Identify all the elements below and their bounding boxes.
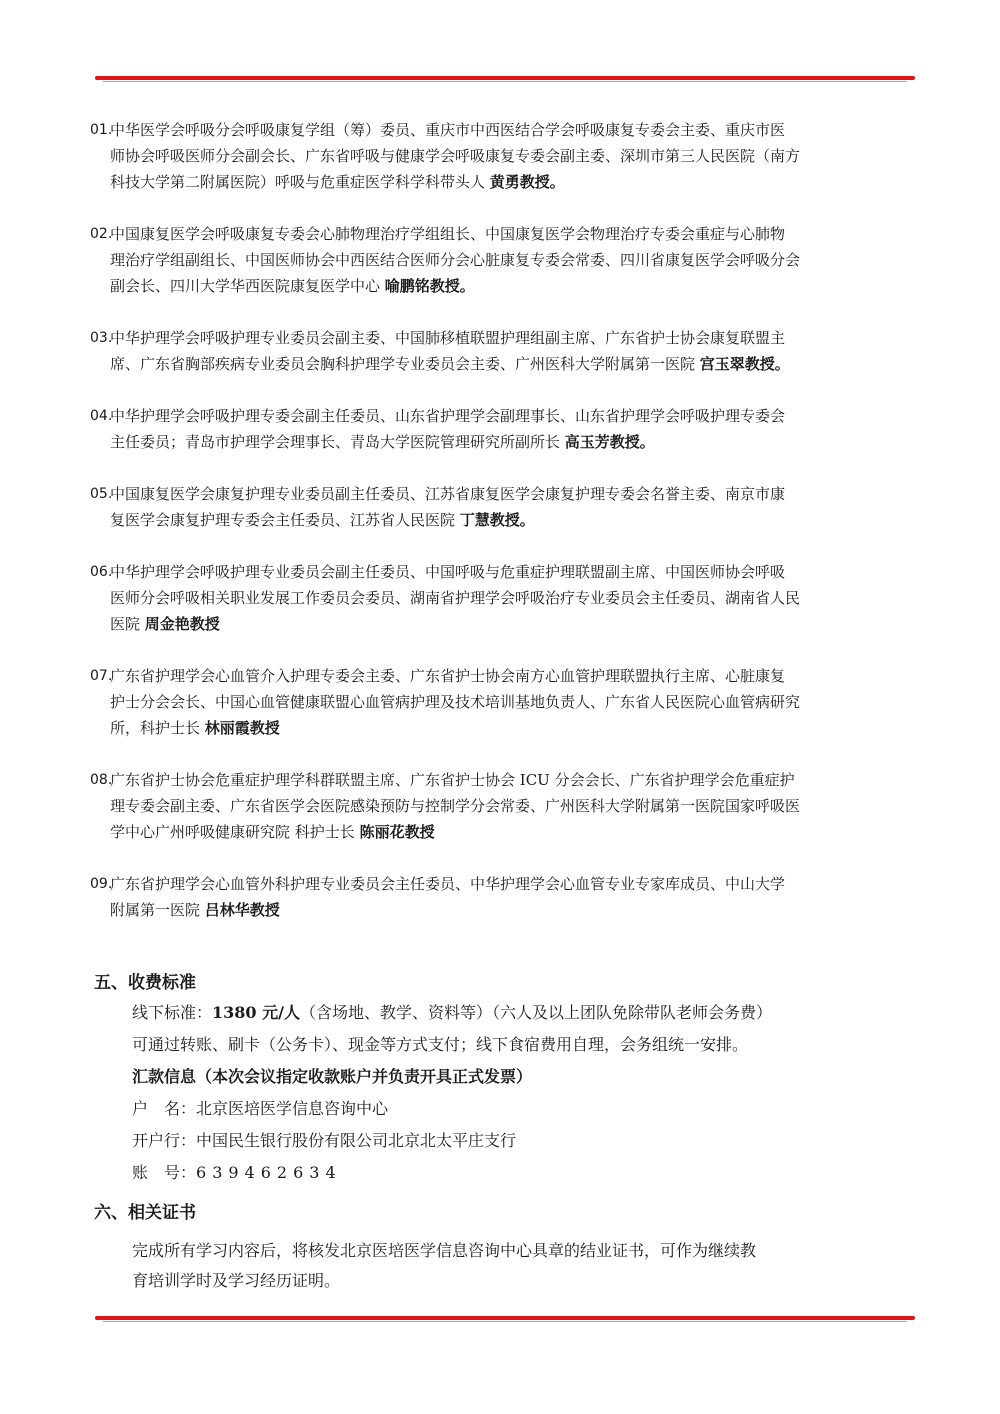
account-number-label: 账 号： — [132, 1163, 197, 1182]
expert-number: 02. — [90, 226, 113, 242]
certificate-line: 完成所有学习内容后，将核发北京医培医学信息咨询中心具章的结业证书，可作为继续教 — [132, 1241, 757, 1260]
remittance-title: 汇款信息（本次会议指定收款账户并负责开具正式发票） — [132, 1067, 533, 1086]
expert-item — [90, 663, 922, 741]
expert-desc-line: 席、广东省胸部疾病专业委员会胸科护理学专业委员会主委、广州医科大学附属第一医院 — [110, 355, 696, 373]
expert-item — [90, 871, 922, 923]
account-name-line — [132, 1098, 388, 1120]
account-name-label: 户 名： — [132, 1099, 197, 1118]
expert-desc-line: 中国康复医学会康复护理专业委员副主任委员、江苏省康复医学会康复护理专委会名誉主委、南京市康 — [110, 485, 786, 503]
expert-item — [90, 767, 922, 845]
certificate-text — [132, 1236, 922, 1296]
expert-name: 丁慧教授。 — [459, 511, 535, 529]
expert-number: 04. — [90, 408, 113, 424]
expert-desc-line: 中华护理学会呼吸护理专业委员会副主委、中国肺移植联盟护理组副主席、广东省护士协会康复联盟主 — [110, 329, 786, 347]
expert-name: 林丽霞教授 — [204, 719, 280, 737]
fee-price: 1380 元/人 — [212, 1003, 300, 1022]
expert-desc-line: 广东省护理学会心血管外科护理专业委员会主任委员、中华护理学会心血管专业专家库成员、中山大学 — [110, 875, 786, 893]
expert-number: 06. — [90, 564, 113, 580]
expert-number: 05. — [90, 486, 113, 502]
expert-desc-line: 护士分会会长、中国心血管健康联盟心血管病护理及技术培训基地负责人、广东省人民医院心血管病研究 — [110, 693, 801, 711]
expert-desc-line: 广东省护士协会危重症护理学科群联盟主席、广东省护士协会 ICU 分会会长、广东省护理学会危重症护 — [110, 771, 795, 789]
expert-desc-line: 副会长、四川大学华西医院康复医学中心 — [110, 277, 381, 295]
expert-desc-line: 中华医学会呼吸分会呼吸康复学组（筹）委员、重庆市中西医结合学会呼吸康复专委会主委、重庆市医 — [110, 121, 786, 139]
expert-item — [90, 481, 922, 533]
expert-desc-line: 理治疗学组副组长、中国医师协会中西医结合医师分会心脏康复专委会常委、四川省康复医学会呼吸分会 — [110, 251, 801, 269]
expert-desc-line: 学中心广州呼吸健康研究院 科护士长 — [110, 823, 355, 841]
bank-value: 中国民生银行股份有限公司北京北太平庄支行 — [196, 1131, 517, 1150]
expert-name: 喻鹏铭教授。 — [384, 277, 475, 295]
fee-standard-label: 线下标准： — [132, 1003, 213, 1022]
expert-desc-line: 中华护理学会呼吸护理专业委员会副主任委员、中国呼吸与危重症护理联盟副主席、中国医师协会呼吸 — [110, 563, 786, 581]
expert-number: 01. — [90, 122, 113, 138]
fee-standard-line — [132, 1002, 772, 1024]
expert-desc-line: 师协会呼吸医师分会副会长、广东省呼吸与健康学会呼吸康复专委会副主委、深圳市第三人民医院（南方 — [110, 147, 801, 165]
expert-desc-line: 附属第一医院 — [110, 901, 201, 919]
expert-desc-line: 中华护理学会呼吸护理专委会副主任委员、山东省护理学会副理事长、山东省护理学会呼吸护理专委会 — [110, 407, 786, 425]
fee-section-title: 五、收费标准 — [94, 973, 196, 993]
expert-item — [90, 221, 922, 299]
expert-name: 吕林华教授 — [204, 901, 280, 919]
expert-name: 周金艳教授 — [144, 615, 220, 633]
certificate-section-title: 六、相关证书 — [94, 1203, 196, 1223]
expert-desc-line: 科技大学第二附属医院）呼吸与危重症医学科学科带头人 — [110, 173, 486, 191]
expert-item — [90, 325, 922, 377]
expert-name: 宫玉翠教授。 — [699, 355, 790, 373]
account-number-line — [132, 1162, 342, 1184]
bank-line — [132, 1130, 516, 1152]
expert-number: 07. — [90, 668, 113, 684]
expert-desc-line: 主任委员；青岛市护理学会理事长、青岛大学医院管理研究所副所长 — [110, 433, 561, 451]
expert-item — [90, 559, 922, 637]
expert-number: 09. — [90, 876, 113, 892]
footer-rule — [95, 1316, 915, 1320]
expert-name: 陈丽花教授 — [359, 823, 435, 841]
expert-number: 03. — [90, 330, 113, 346]
payment-methods-line: 可通过转账、刷卡（公务卡）、现金等方式支付；线下食宿费用自理，会务组统一安排。 — [132, 1035, 749, 1054]
fee-standard-note: （含场地、教学、资料等）（六人及以上团队免除带队老师会务费） — [299, 1003, 772, 1022]
expert-desc-line: 医院 — [110, 615, 141, 633]
expert-desc-line: 医师分会呼吸相关职业发展工作委员会委员、湖南省护理学会呼吸治疗专业委员会主任委员、湖南省人民 — [110, 589, 801, 607]
account-name-value: 北京医培医学信息咨询中心 — [196, 1099, 389, 1118]
expert-name: 高玉芳教授。 — [564, 433, 655, 451]
bank-label: 开户行： — [132, 1131, 197, 1150]
expert-desc-line: 广东省护理学会心血管介入护理专委会主委、广东省护士协会南方心血管护理联盟执行主席、心脏康复 — [110, 667, 786, 685]
header-rule — [95, 76, 915, 80]
expert-list — [90, 117, 922, 949]
expert-desc-line: 复医学会康复护理专委会主任委员、江苏省人民医院 — [110, 511, 456, 529]
expert-number: 08. — [90, 772, 113, 788]
expert-desc-line: 理专委会副主委、广东省医学会医院感染预防与控制学分会常委、广州医科大学附属第一医院国家呼吸医 — [110, 797, 801, 815]
expert-item — [90, 403, 922, 455]
account-number-value: 639462634 — [196, 1163, 342, 1182]
expert-desc-line: 中国康复医学会呼吸康复专委会心肺物理治疗学组组长、中国康复医学会物理治疗专委会重症与心肺物 — [110, 225, 786, 243]
expert-desc-line: 所，科护士长 — [110, 719, 201, 737]
expert-name: 黄勇教授。 — [489, 173, 565, 191]
expert-item — [90, 117, 922, 195]
certificate-line: 育培训学时及学习经历证明。 — [132, 1271, 341, 1290]
